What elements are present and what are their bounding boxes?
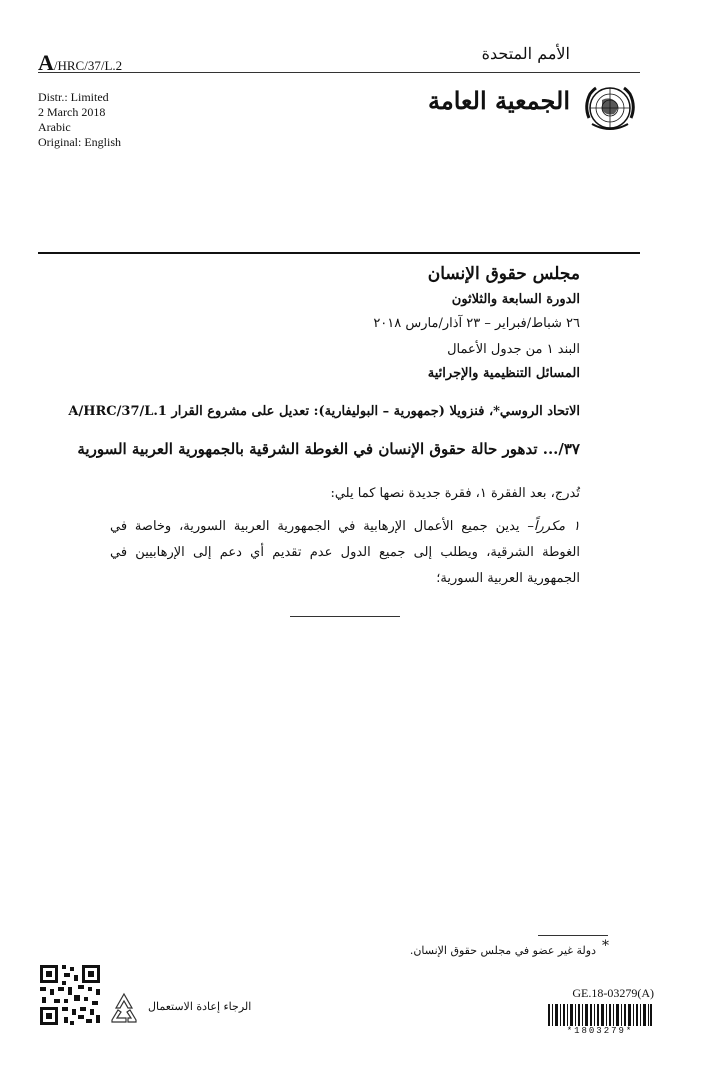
resolution-title: ٣٧/... تدهور حالة حقوق الإنسان في الغوطة الشرقية بالجمهورية العربية السورية (77, 440, 580, 458)
barcode-number: *1803279* (566, 1026, 634, 1036)
paragraph-number: ١ مكرراً– (527, 519, 580, 534)
un-emblem-icon (580, 78, 640, 138)
insert-instruction: تُدرج، بعد الفقرة ١، فقرة جديدة نصها كما يلي: (330, 486, 580, 501)
recycle-text: الرجاء إعادة الاستعمال (148, 1000, 252, 1013)
un-name: الأمم المتحدة (481, 44, 570, 63)
recycle-icon (106, 990, 142, 1026)
general-assembly-title: الجمعية العامة (428, 86, 570, 115)
symbol-rest: /HRC/37/L.2 (53, 58, 123, 73)
session-title: الدورة السابعة والثلاثون (451, 292, 580, 307)
end-of-text-rule (290, 616, 400, 617)
document-date: 2 March 2018 (38, 105, 106, 119)
original-language: Original: English (38, 135, 121, 149)
paragraph-text: يدين جميع الأعمال الإرهابية في الجمهورية العربية السورية، وخاصة في الغوطة الشرقية، ويطلب إلى جميع الدول عدم تقديم أي دعم إلى الإرهابيين في الجمهورية العربية السورية؛ (110, 519, 580, 586)
agenda-item: البند ١ من جدول الأعمال (447, 342, 580, 357)
qr-code-icon (38, 963, 102, 1027)
session-dates: ٢٦ شباط/فبراير – ٢٣ آذار/مارس ٢٠١٨ (373, 316, 580, 331)
footnote-marker: * (602, 938, 609, 954)
operative-paragraph (110, 514, 580, 592)
document-number: GE.18-03279(A) (572, 986, 654, 1000)
symbol-prefix: A (38, 50, 54, 75)
barcode-icon (548, 1004, 652, 1026)
title-divider (38, 252, 640, 254)
footnote-rule (538, 935, 608, 936)
footnote-text: دولة غير عضو في مجلس حقوق الإنسان. (409, 944, 596, 957)
distribution-block (38, 90, 121, 150)
header-divider (38, 72, 640, 73)
amendment-sponsors: الاتحاد الروسي*، فنزويلا (جمهورية – البوليفارية): تعديل على مشروع القرار A/HRC/37/L.1 (68, 404, 580, 419)
distribution: Distr.: Limited (38, 90, 109, 104)
document-language: Arabic (38, 120, 71, 134)
council-title: مجلس حقوق الإنسان (427, 264, 580, 284)
agenda-title: المسائل التنظيمية والإجرائية (427, 366, 580, 381)
